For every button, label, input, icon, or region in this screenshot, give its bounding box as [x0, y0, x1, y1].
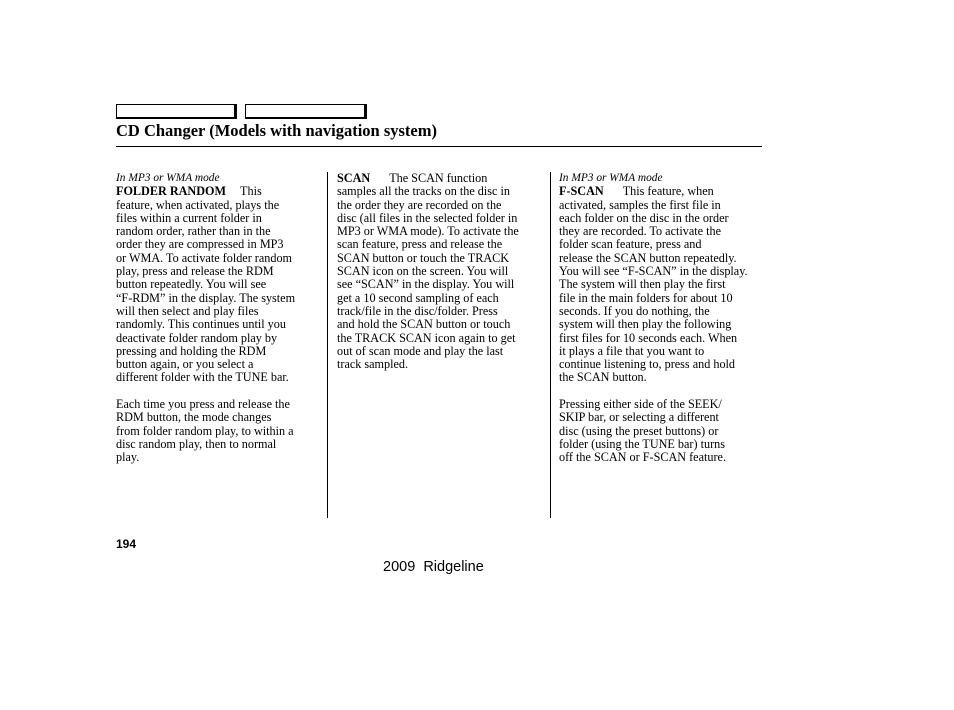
term-heading: F-SCAN [559, 184, 604, 199]
body-line: and hold the SCAN button or touch [337, 317, 511, 332]
page-title: CD Changer (Models with navigation system) [116, 121, 437, 140]
mode-label: In MP3 or WMA mode [559, 172, 663, 184]
footer-model-name: 2009 Ridgeline [383, 559, 484, 575]
term-heading: SCAN [337, 171, 371, 185]
column-divider-left [327, 172, 328, 518]
column-divider-right [550, 172, 551, 518]
body-line: get a 10 second sampling of each [337, 290, 499, 305]
body-line: play. [116, 450, 140, 465]
body-line: randomly. This continues until you [116, 317, 286, 332]
body-line: continue listening to, press and hold [559, 357, 736, 372]
body-line: “F-RDM” in the display. The system [116, 290, 296, 305]
body-line: order they are compressed in MP3 [116, 237, 284, 252]
body-line: file in the main folders for about 10 [559, 290, 733, 305]
body-line: button repeatedly. You will see [116, 277, 267, 292]
title-divider [116, 146, 762, 147]
body-line: first files for 10 seconds each. When [559, 330, 738, 345]
column-folder-random [116, 172, 295, 465]
body-line: or WMA. To activate folder random [116, 250, 293, 265]
body-line: track sampled. [337, 357, 409, 372]
page-number: 194 [116, 537, 137, 551]
body-line: disc (using the preset buttons) or [559, 423, 719, 438]
body-line: system will then play the following [559, 317, 732, 332]
paragraph-gap [559, 385, 748, 398]
body-line: from folder random play, to within a [116, 423, 294, 438]
body-line: track/file in the disc/folder. Press [337, 303, 498, 318]
body-line: activated, samples the first file in [559, 197, 721, 212]
mode-label: In MP3 or WMA mode [116, 172, 220, 184]
body-line: RDM button, the mode changes [116, 410, 272, 425]
body-line: F-SCAN This feature, when [559, 184, 714, 199]
paragraph-gap [116, 385, 295, 398]
body-line: Pressing either side of the SEEK/ [559, 397, 722, 412]
body-line: samples all the tracks on the disc in [337, 184, 510, 199]
body-line: it plays a file that you want to [559, 343, 705, 358]
body-line: the order they are recorded on the [337, 197, 502, 212]
body-line: Each time you press and release the [116, 397, 290, 412]
body-line: off the SCAN or F-SCAN feature. [559, 450, 726, 465]
body-line: SCAN icon on the screen. You will [337, 264, 509, 279]
body-line: SKIP bar, or selecting a different [559, 410, 719, 425]
body-line: release the SCAN button repeatedly. [559, 250, 737, 265]
body-line: SCAN button or touch the TRACK [337, 250, 510, 265]
body-line: different folder with the TUNE bar. [116, 370, 289, 385]
body-line: see “SCAN” in the display. You will [337, 277, 515, 292]
body-line: folder (using the TUNE bar) turns [559, 436, 725, 451]
header-tab-box-left [116, 104, 237, 119]
body-line: SCAN The SCAN function [337, 171, 488, 185]
column-scan [337, 172, 519, 371]
column-f-scan [559, 172, 748, 465]
body-line: feature, when activated, plays the [116, 197, 280, 212]
body-line: The system will then play the first [559, 277, 726, 292]
term-heading: FOLDER RANDOM [116, 184, 227, 199]
body-line: will then select and play files [116, 303, 259, 318]
body-line: deactivate folder random play by [116, 330, 278, 345]
body-line: folder scan feature, press and [559, 237, 702, 252]
body-line: You will see “F-SCAN” in the display. [559, 264, 748, 279]
body-line: scan feature, press and release the [337, 237, 503, 252]
body-line: the SCAN button. [559, 370, 647, 385]
body-line: random order, rather than in the [116, 224, 271, 239]
body-line: disc (all files in the selected folder in [337, 210, 518, 225]
body-line: the TRACK SCAN icon again to get [337, 330, 516, 345]
body-line: seconds. If you do nothing, the [559, 303, 710, 318]
body-line: out of scan mode and play the last [337, 343, 504, 358]
body-line: disc random play, then to normal [116, 436, 277, 451]
body-line: button again, or you select a [116, 357, 254, 372]
body-line: play, press and release the RDM [116, 264, 274, 279]
header-tab-box-right [245, 104, 367, 119]
body-line: FOLDER RANDOM This [116, 184, 262, 199]
body-line: each folder on the disc in the order [559, 210, 729, 225]
body-line: pressing and holding the RDM [116, 343, 267, 358]
body-line: MP3 or WMA mode). To activate the [337, 224, 519, 239]
body-line: they are recorded. To activate the [559, 224, 722, 239]
body-line: files within a current folder in [116, 210, 262, 225]
